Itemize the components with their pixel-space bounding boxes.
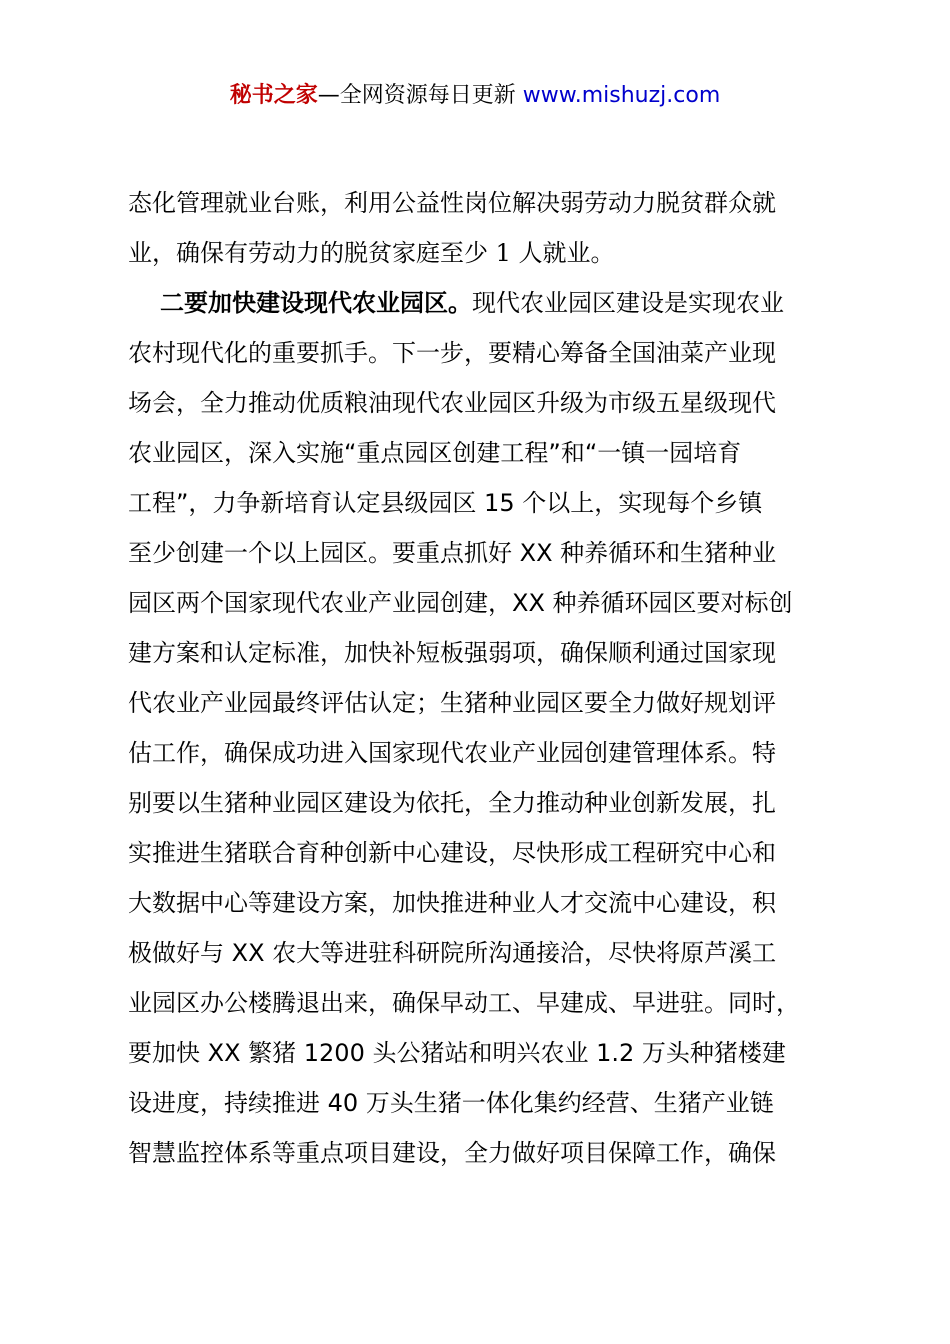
text-line: 设进度，持续推进 40 万头生猪一体化集约经营、生猪产业链 xyxy=(128,1089,774,1117)
text-line: 建方案和认定标准，加快补短板强弱项，确保顺利通过国家现 xyxy=(128,639,776,667)
text-run: 现代农业园区建设是实现农业 xyxy=(472,289,784,317)
document-body xyxy=(128,178,838,1178)
text-run: 态化管理就业台账， xyxy=(128,189,344,217)
site-url-link[interactable]: www.mishuzj.com xyxy=(522,83,721,108)
text-line: 极做好与 XX 农大等进驻科研院所沟通接洽，尽快将原芦溪工 xyxy=(128,939,777,967)
text-run: 业， xyxy=(128,239,176,267)
site-brand: 秘书之家 xyxy=(229,83,318,108)
text-line: 工程”，力争新培育认定县级园区 15 个以上，实现每个乡镇 xyxy=(128,489,763,517)
text-line: 实推进生猪联合育种创新中心建设，尽快形成工程研究中心和 xyxy=(128,839,776,867)
paragraph-heading: 二要加快建设现代农业园区。 xyxy=(160,289,472,317)
text-line: 农业园区，深入实施“重点园区创建工程”和“一镇一园培育 xyxy=(128,439,742,467)
text-line: 农村现代化的重要抓手。下一步，要精心筹备全国油菜产业现 xyxy=(128,339,776,367)
text-line: 园区两个国家现代农业产业园创建，XX 种养循环园区要对标创 xyxy=(128,589,793,617)
site-slogan: —全网资源每日更新 xyxy=(317,83,516,108)
text-line: 至少创建一个以上园区。要重点抓好 XX 种养循环和生猪种业 xyxy=(128,539,777,567)
text-run: 利用公益性岗位解决弱劳动力脱贫群众就 xyxy=(344,189,776,217)
text-line: 代农业产业园最终评估认定；生猪种业园区要全力做好规划评 xyxy=(128,689,776,717)
text-line xyxy=(128,228,838,278)
text-line: 大数据中心等建设方案，加快推进种业人才交流中心建设，积 xyxy=(128,889,776,917)
text-line: 场会，全力推动优质粮油现代农业园区升级为市级五星级现代 xyxy=(128,389,776,417)
paragraph-start-line xyxy=(128,278,838,328)
text-run: 确保有劳动力 xyxy=(176,239,320,267)
text-line: 要加快 XX 繁猪 1200 头公猪站和明兴农业 1.2 万头种猪楼建 xyxy=(128,1039,786,1067)
text-line: 智慧监控体系等重点项目建设，全力做好项目保障工作，确保 xyxy=(128,1139,776,1167)
text-line xyxy=(128,178,838,228)
text-line: 业园区办公楼腾退出来，确保早动工、早建成、早进驻。同时， xyxy=(128,989,800,1017)
page-header xyxy=(0,78,950,114)
text-line: 别要以生猪种业园区建设为依托，全力推动种业创新发展，扎 xyxy=(128,789,776,817)
text-line: 估工作，确保成功进入国家现代农业产业园创建管理体系。特 xyxy=(128,739,776,767)
text-run: 的 xyxy=(320,239,344,267)
text-run: 脱贫家庭至少 1 人就业。 xyxy=(344,239,615,267)
